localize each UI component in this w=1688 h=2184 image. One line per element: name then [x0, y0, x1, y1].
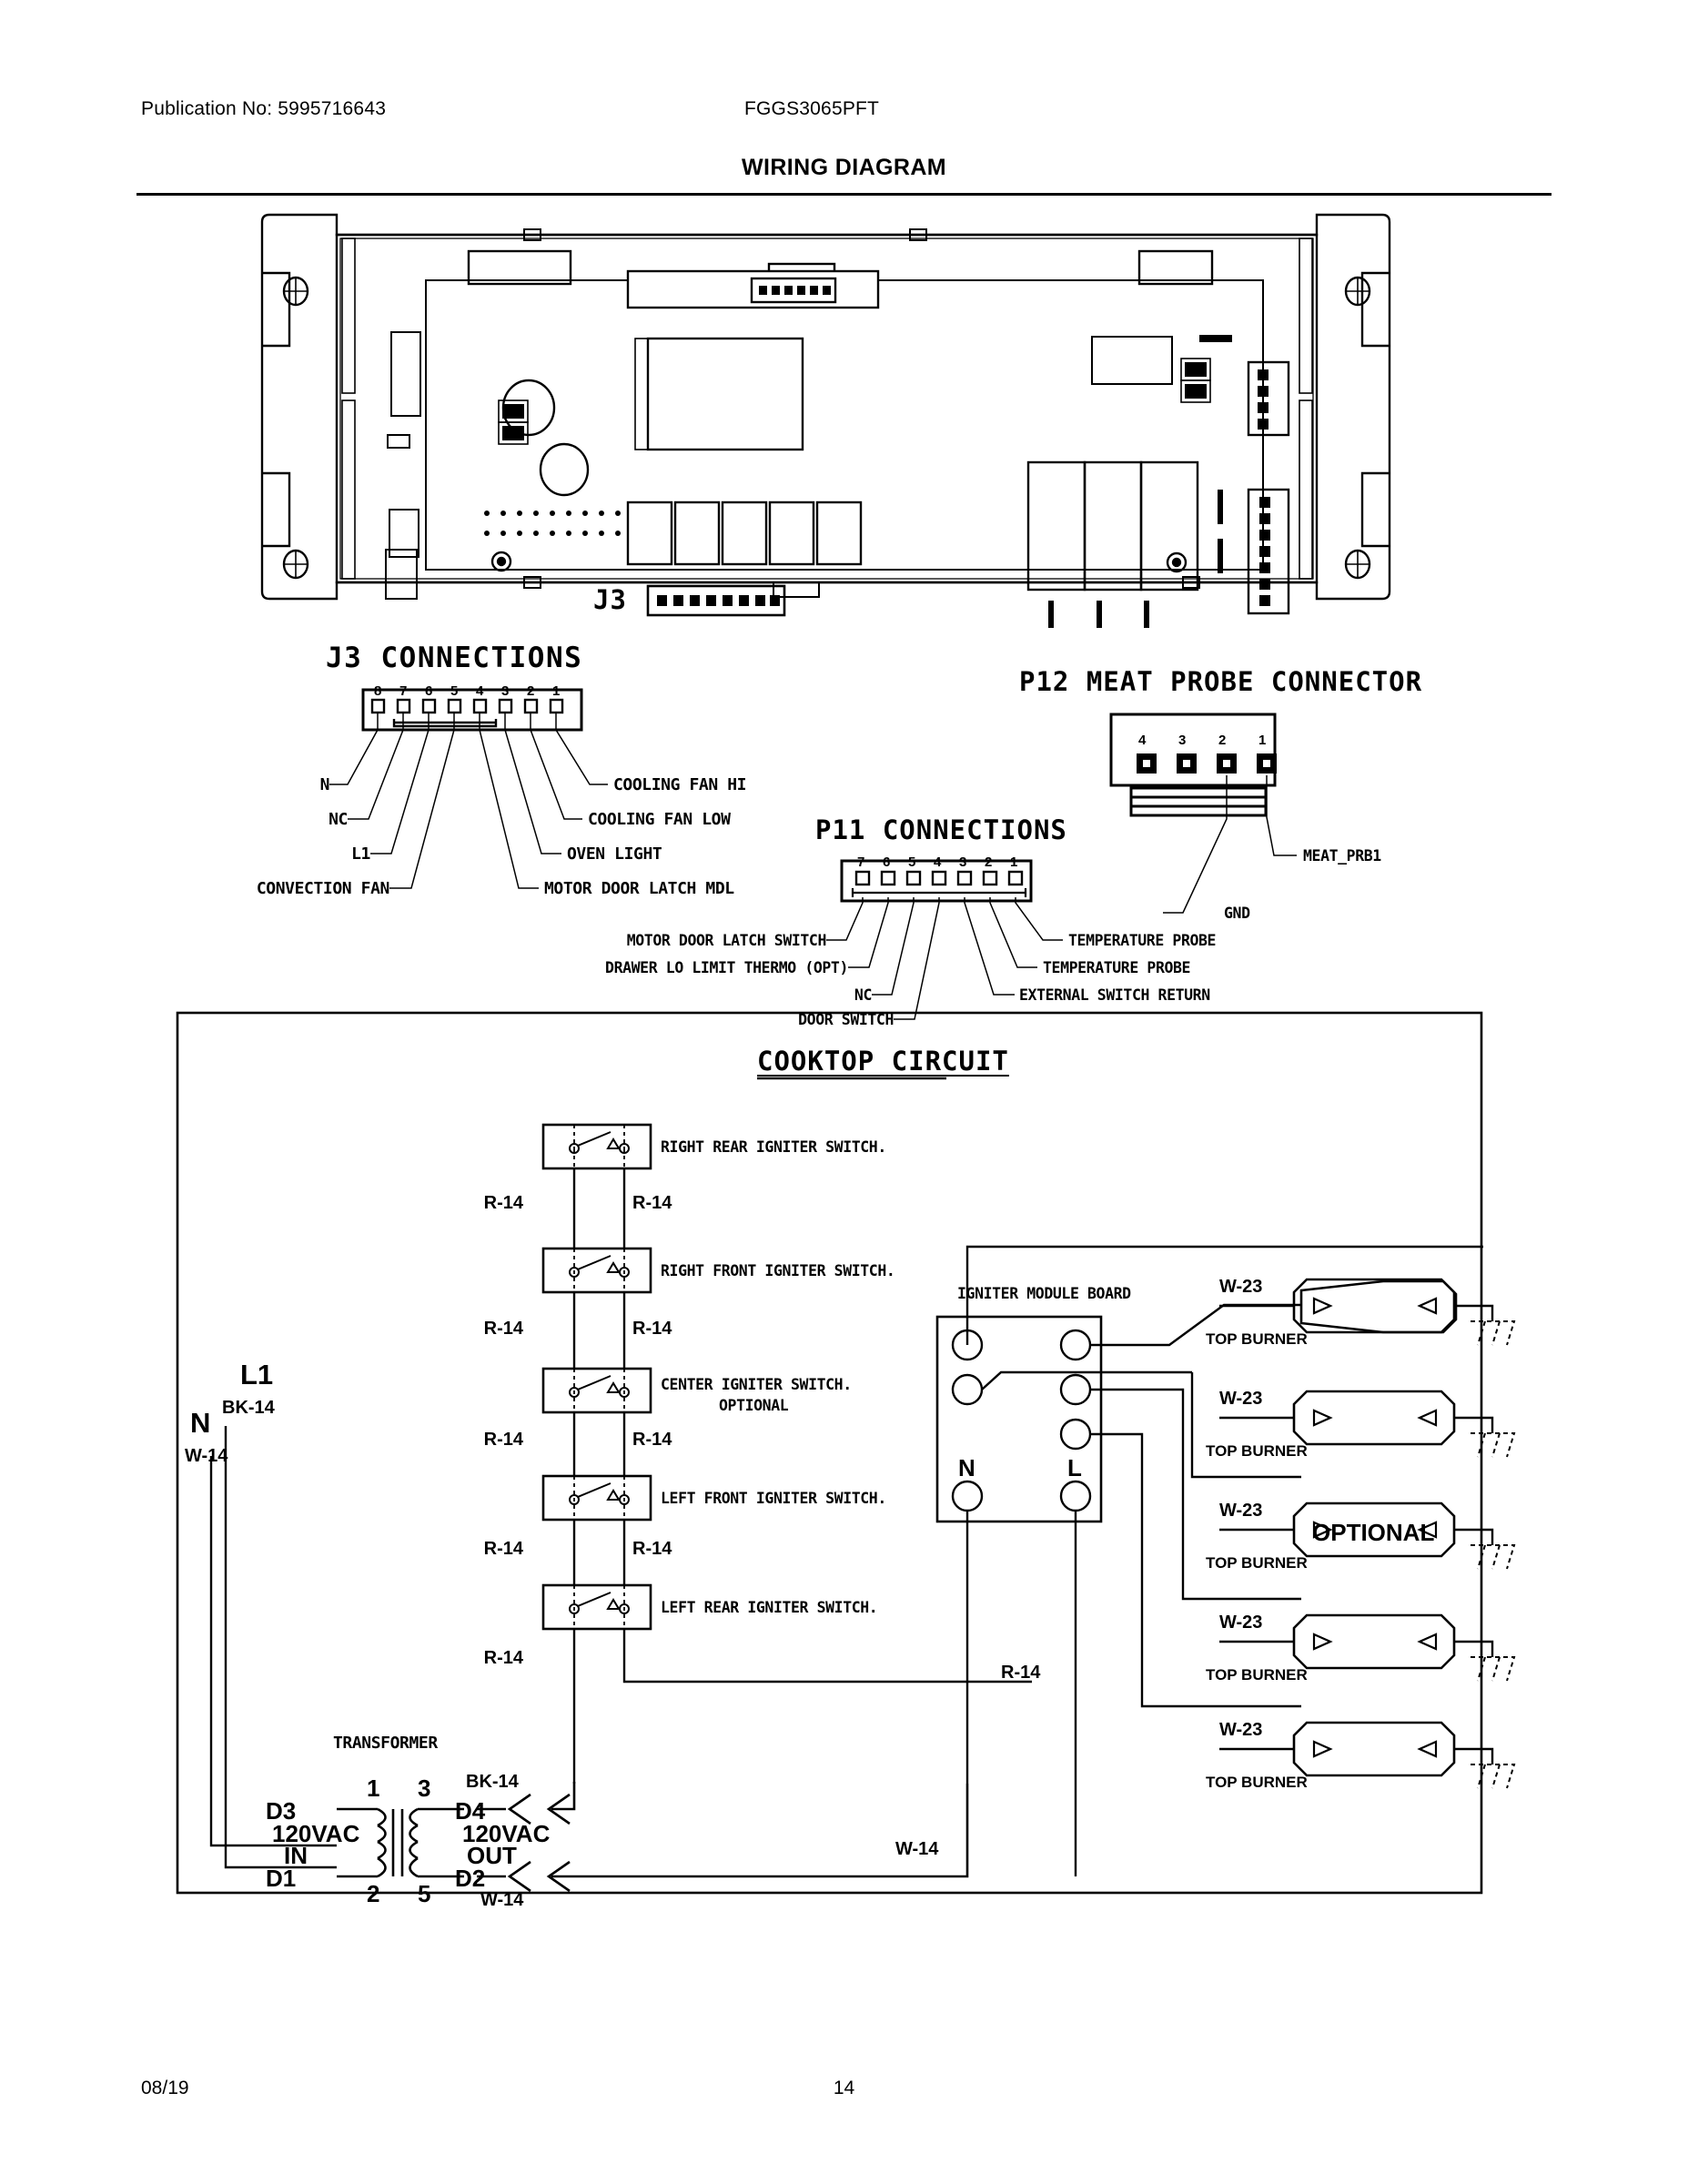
- wire-label-r14-module-feed: R-14: [1001, 1663, 1041, 1683]
- j3-pin-number-5: 5: [450, 683, 459, 699]
- j3-label-cooling-fan-low: COOLING FAN LOW: [588, 810, 731, 829]
- burner-caption-3: TOP BURNER: [1206, 1666, 1308, 1684]
- igniter-module-board-title: IGNITER MODULE BOARD: [957, 1285, 1131, 1302]
- p11-pin-number-3: 3: [959, 854, 967, 870]
- j3-pin-number-6: 6: [425, 683, 433, 699]
- burner-wire-label-0: W-23: [1219, 1277, 1263, 1297]
- supply-l1-label: L1: [240, 1359, 274, 1390]
- p11-label-temperature-probe-2: TEMPERATURE PROBE: [1043, 959, 1191, 976]
- supply-n-label: N: [190, 1407, 211, 1439]
- p11-label-door-switch: DOOR SWITCH: [798, 1011, 894, 1028]
- module-terminal-n-label: N: [958, 1454, 975, 1481]
- wire-label-r14-r4: R-14: [632, 1539, 672, 1559]
- publication-number: Publication No: 5995716643: [141, 98, 387, 119]
- wire-label-r14-l3: R-14: [483, 1430, 523, 1450]
- p11-label-temperature-probe-1: TEMPERATURE PROBE: [1068, 932, 1217, 949]
- transformer-node-d1: D1: [266, 1865, 297, 1892]
- j3-label-l1: L1: [351, 844, 370, 864]
- p11-pin-number-7: 7: [857, 854, 865, 870]
- igniter-switch-label-1: RIGHT FRONT IGNITER SWITCH.: [661, 1262, 895, 1279]
- p11-label-motor-door-latch-switch: MOTOR DOOR LATCH SWITCH: [626, 932, 826, 949]
- transformer-primary-caption-2: IN: [284, 1842, 308, 1869]
- j3-pin-number-1: 1: [552, 683, 561, 699]
- j3-label-n: N: [319, 775, 329, 794]
- transformer-secondary-terminal-5: 5: [418, 1880, 431, 1907]
- wire-label-r14-l5: R-14: [483, 1648, 523, 1668]
- wire-label-r14-r3: R-14: [632, 1430, 672, 1450]
- burner-caption-4: TOP BURNER: [1206, 1774, 1308, 1791]
- j3-pin-number-4: 4: [476, 683, 484, 699]
- transformer-primary-caption-1: 120VAC: [272, 1820, 360, 1847]
- j3-label-cooling-fan-hi: COOLING FAN HI: [613, 775, 747, 794]
- burner-wire-label-2: W-23: [1219, 1501, 1263, 1521]
- transformer-secondary-terminal-3: 3: [418, 1774, 431, 1802]
- wire-label-r14-l2: R-14: [483, 1319, 523, 1339]
- transformer-secondary-caption-2: OUT: [467, 1842, 517, 1869]
- p11-pin-number-2: 2: [985, 854, 993, 870]
- igniter-switch-label-3: LEFT FRONT IGNITER SWITCH.: [661, 1490, 886, 1507]
- p11-connections-title: P11 CONNECTIONS: [815, 814, 1067, 845]
- transformer-node-d2: D2: [455, 1865, 486, 1892]
- transformer-secondary-caption-1: 120VAC: [462, 1820, 551, 1847]
- transformer-secondary-bottom-wire: W-14: [480, 1890, 524, 1910]
- p12-pin-number-2: 2: [1218, 733, 1227, 748]
- neutral-return-wire-label: W-14: [895, 1839, 939, 1859]
- wire-label-r14-l4: R-14: [483, 1539, 523, 1559]
- wire-label-r14-l1: R-14: [483, 1193, 523, 1213]
- transformer-title: TRANSFORMER: [333, 1734, 438, 1753]
- p12-label-meat-prb1: MEAT_PRB1: [1303, 847, 1381, 864]
- burner-wire-label-1: W-23: [1219, 1389, 1263, 1409]
- p12-pin-number-4: 4: [1138, 733, 1147, 748]
- burner-wire-label-4: W-23: [1219, 1720, 1263, 1740]
- transformer-primary-terminal-2: 2: [367, 1880, 380, 1907]
- model-number: FGGS3065PFT: [744, 98, 880, 119]
- j3-label-convection-fan: CONVECTION FAN: [256, 879, 389, 898]
- footer-page-number: 14: [833, 2078, 855, 2098]
- footer-date: 08/19: [141, 2078, 189, 2098]
- j3-connections-title: J3 CONNECTIONS: [326, 642, 583, 674]
- wire-label-r14-r2: R-14: [632, 1319, 672, 1339]
- igniter-switch-label-0: RIGHT REAR IGNITER SWITCH.: [661, 1138, 886, 1156]
- j3-label-motor-door-latch-mdl: MOTOR DOOR LATCH MDL: [544, 879, 734, 898]
- p11-label-drawer-lo-limit-thermo: DRAWER LO LIMIT THERMO (OPT): [605, 959, 848, 976]
- wire-label-r14-r1: R-14: [632, 1193, 672, 1213]
- transformer-primary-terminal-1: 1: [367, 1774, 380, 1802]
- p11-pin-number-4: 4: [934, 854, 942, 870]
- j3-label-oven-light: OVEN LIGHT: [567, 844, 662, 864]
- igniter-switch-label-4: LEFT REAR IGNITER SWITCH.: [661, 1599, 878, 1616]
- p12-connector-title: P12 MEAT PROBE CONNECTOR: [1019, 666, 1423, 697]
- p11-label-external-switch-return: EXTERNAL SWITCH RETURN: [1019, 986, 1210, 1004]
- p11-pin-number-5: 5: [908, 854, 916, 870]
- burner-wire-label-3: W-23: [1219, 1613, 1263, 1633]
- j3-pin-number-7: 7: [399, 683, 408, 699]
- p12-pin-number-1: 1: [1258, 733, 1267, 748]
- burner-caption-0: TOP BURNER: [1206, 1330, 1308, 1348]
- burner-inner-label-2: OPTIONAL: [1312, 1519, 1435, 1546]
- board-j3-label: J3: [593, 584, 627, 615]
- supply-n-wire: W-14: [185, 1446, 228, 1466]
- burner-caption-1: TOP BURNER: [1206, 1442, 1308, 1460]
- transformer-node-d3: D3: [266, 1797, 297, 1825]
- p12-pin-number-3: 3: [1178, 733, 1187, 748]
- supply-l1-wire: BK-14: [222, 1398, 275, 1418]
- burner-caption-2: TOP BURNER: [1206, 1554, 1308, 1572]
- page-title: WIRING DIAGRAM: [741, 155, 947, 180]
- cooktop-circuit-title: COOKTOP CIRCUIT: [757, 1046, 1009, 1077]
- module-terminal-l-label: L: [1067, 1454, 1082, 1481]
- j3-pin-number-8: 8: [374, 683, 382, 699]
- transformer-node-d4: D4: [455, 1797, 486, 1825]
- p12-label-gnd: GND: [1224, 905, 1250, 922]
- igniter-switch-sublabel-2: OPTIONAL: [719, 1397, 789, 1414]
- igniter-switch-label-2: CENTER IGNITER SWITCH.: [661, 1376, 852, 1393]
- p11-label-nc: NC: [854, 986, 872, 1004]
- p11-pin-number-6: 6: [883, 854, 891, 870]
- transformer-secondary-top-wire: BK-14: [466, 1772, 519, 1792]
- j3-pin-number-3: 3: [501, 683, 510, 699]
- j3-pin-number-2: 2: [527, 683, 535, 699]
- j3-label-nc: NC: [329, 810, 348, 829]
- p11-pin-number-1: 1: [1010, 854, 1018, 870]
